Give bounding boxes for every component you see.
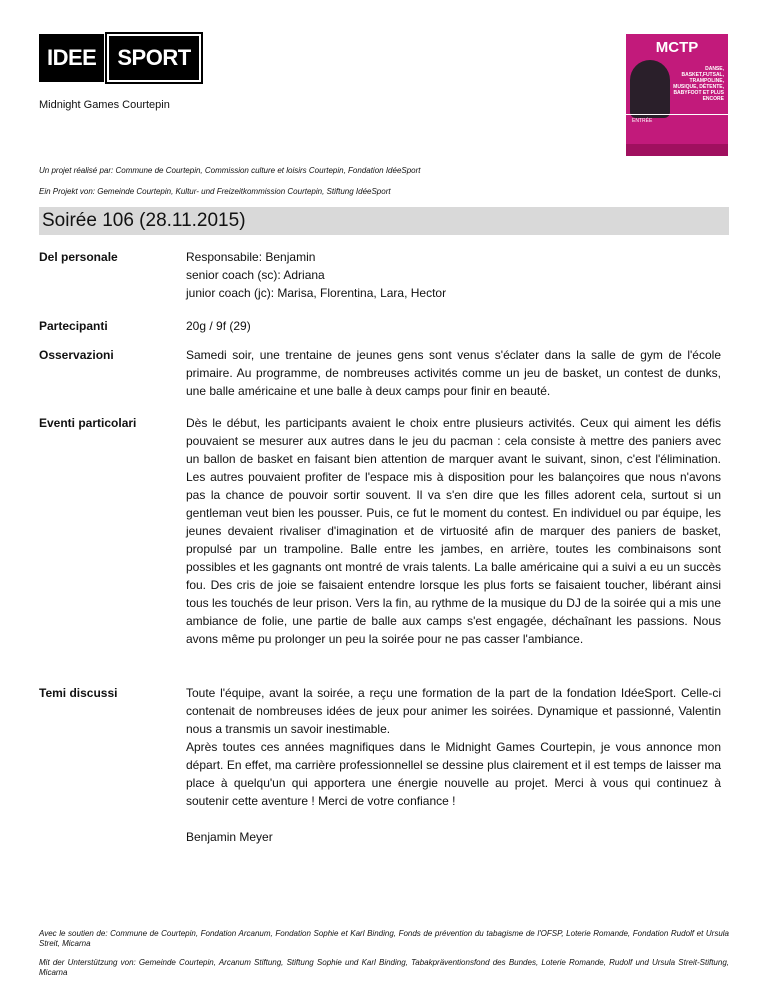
site-name: Midnight Games Courtepin [39,99,170,111]
ideesport-logo [39,34,201,82]
page-title: Soirée 106 (28.11.2015) [42,210,246,231]
topics-paragraph-1: Toute l'équipe, avant la soirée, a reçu une formation de la part de la fondation IdéeSport. Celle-ci contenait de nombreuses idées de jeux pour animer les soirées. Dynamique et passionné, Valentin nous a transmis un savoir inestimable. [186,686,721,736]
poster-entry: ENTRÉE [632,118,653,124]
poster-activities: DANSE, BASKET,FUTSAL, TRAMPOLINE, MUSIQUE, DÉTENTE, BABYFOOT ET PLUS ENCORE [673,66,724,102]
participants-label: Partecipanti [39,319,108,333]
participants-row [39,317,729,335]
staff-junior-coach: junior coach (jc): Marisa, Florentina, Lara, Hector [186,286,447,300]
poster-footer-band [626,144,728,156]
topics-value [186,684,721,846]
participants-value: 20g / 9f (29) [186,319,251,333]
poster-info-strip [626,114,728,142]
staff-responsible: Responsabile: Benjamin [186,250,316,264]
logo-sport: SPORT [107,34,200,82]
staff-row [39,248,729,302]
event-poster [626,34,728,156]
topics-label: Temi discussi [39,686,118,700]
basketball-player-image [630,60,670,118]
page-title-bar [39,207,729,235]
support-fr: Avec le soutien de: Commune de Courtepin, Fondation Arcanum, Fondation Sophie et Karl Binding, Fonds de prévention du tabagisme de l'OFSP, Loterie Romande, Fondation Rudolf et Ursula Streit, Micarna [39,929,729,948]
events-value: Dès le début, les participants avaient le choix entre plusieurs activités. Ceux qui aiment les défis pouvaient se mesurer aux autres dans le jeu du pacman : cela consiste à mettre des paniers avec un ballon de basket en faisant bien attention de marquer avant le suivant, sinon, c'est l'élimination. Les autres pouvaient profiter de l'espace mis à disposition pour les balançoires que nous n'avons pas la chance de pouvoir sortir souvent. Il va s'en dire que les filles adorent cela, surtout si un gentleman veut bien les pousser. Puis, ce fut le moment du contest. En individuel ou par équipe, les jeunes devaient rivaliser d'imagination et de virtuosité afin de marquer des paniers de basket, propulsé par un trampoline. Balle entre les jambes, en arrière, toutes les combinaisons sont possibles et les gagnants ont montré de vrais talents. La balle américaine qui a suivi a eu un succès fou. Des cris de joie se faisaient entendre lorsque les plus forts se faisaient toucher, libérant ainsi tous les touchés de leur prison. Vers la fin, au rythme de la musique du DJ de la soirée qui a mis une ambiance de folie, une partie de balle aux camps s'est engagée, déchaînant les passions. Nous avons même pu prolonger un peu la soirée pour ne pas casser l'ambiance. [186,416,721,646]
staff-label: Del personale [39,250,118,264]
events-row [39,414,729,648]
topics-row [39,684,729,846]
credit-de: Ein Projekt von: Gemeinde Courtepin, Kultur- und Freizeitkommission Courtepin, Stiftung IdéeSport [39,187,391,196]
events-label: Eventi particolari [39,416,137,430]
poster-title: MCTP [655,39,699,56]
topics-paragraph-2: Après toutes ces années magnifiques dans le Midnight Games Courtepin, je vous annonce mon départ. En effet, ma carrière professionnellel se dessine plus clairement et il est temps de laisser ma place à quelqu'un qui apportera une énergie nouvelle au projet. Merci à vous qui continuez à soutenir cette aventure ! Merci de votre confiance ! [186,740,721,808]
observations-label: Osservazioni [39,348,114,362]
support-de: Mit der Unterstützung von: Gemeinde Courtepin, Arcanum Stiftung, Stiftung Sophie und Karl Binding, Tabakpräventionsfond des Bundes, Loterie Romande, Rudolf und Ursula Streit-Stiftung, Micarna [39,958,729,977]
signature: Benjamin Meyer [186,830,273,844]
credit-fr: Un projet réalisé par: Commune de Courtepin, Commission culture et loisirs Courtepin, Fondation IdéeSport [39,166,421,175]
logo-idee: IDEE [39,34,104,82]
observations-row [39,346,729,400]
staff-value [186,248,721,302]
staff-senior-coach: senior coach (sc): Adriana [186,268,325,282]
observations-value: Samedi soir, une trentaine de jeunes gens sont venus s'éclater dans la salle de gym de l'école primaire. Au programme, de nombreuses activités comme un jeu de basket, un contest de dunks, une balle américaine et une balle à deux camps pour finir en beauté. [186,348,721,398]
